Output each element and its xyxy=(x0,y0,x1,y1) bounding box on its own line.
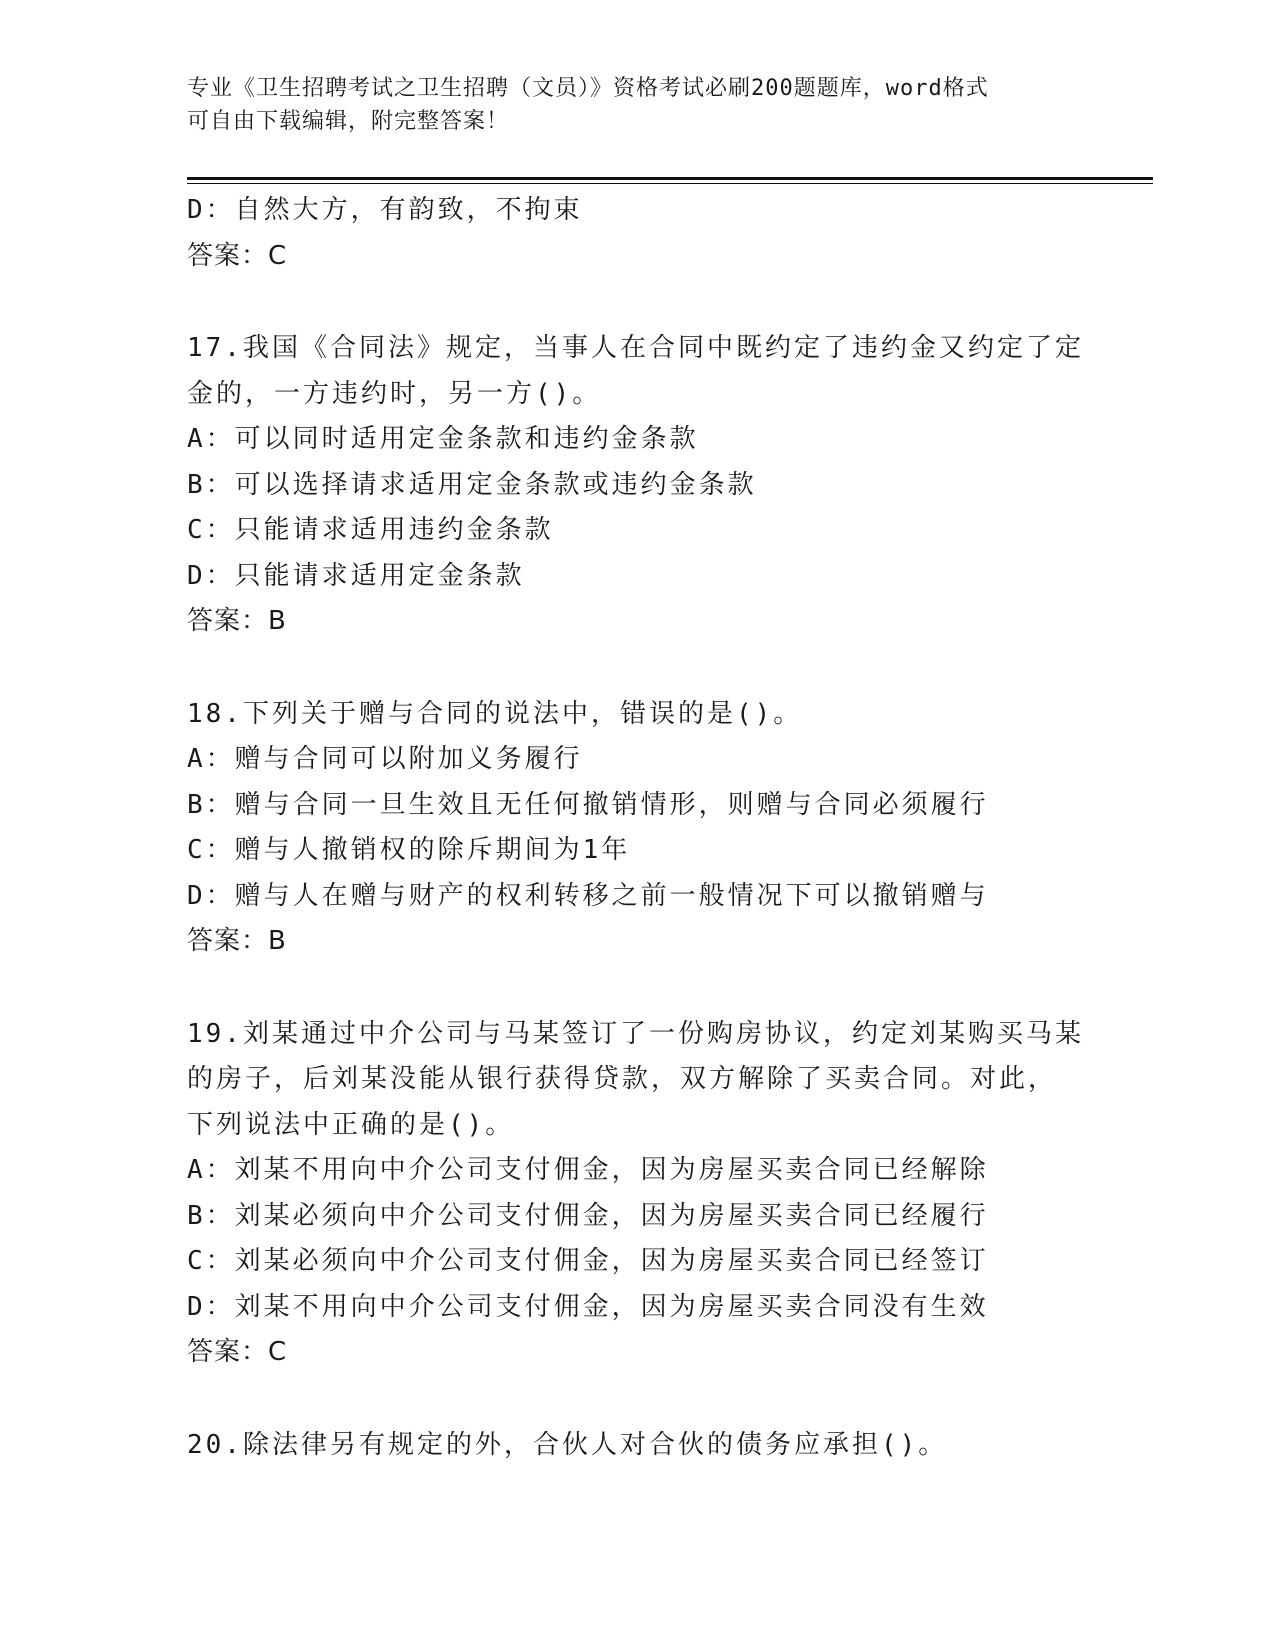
question-stem: 17.我国《合同法》规定，当事人在合同中既约定了违约金又约定了定 xyxy=(187,333,1084,363)
header-rule-thin xyxy=(187,183,1153,184)
question-stem: 下列说法中正确的是()。 xyxy=(187,1109,515,1140)
answer-line: 答案：B xyxy=(187,606,287,636)
question-stem: 19.刘某通过中介公司与马某签订了一份购房协议，约定刘某购买马某 xyxy=(187,1018,1084,1049)
question-18 xyxy=(187,692,1087,965)
question-stem: 的房子，后刘某没能从银行获得贷款，双方解除了买卖合同。对此， xyxy=(187,1064,1058,1094)
spacer xyxy=(187,965,1087,1012)
option-b: B：赠与合同一旦生效且无任何撤销情形，则赠与合同必须履行 xyxy=(187,789,989,820)
option-c: C：刘某必须向中介公司支付佣金，因为房屋买卖合同已经签订 xyxy=(187,1246,989,1276)
option-d: D：只能请求适用定金条款 xyxy=(187,560,525,591)
option-a: A：刘某不用向中介公司支付佣金，因为房屋买卖合同已经解除 xyxy=(187,1155,989,1185)
answer-line: 答案：B xyxy=(187,926,287,956)
header-line-2: 可自由下载编辑，附完整答案！ xyxy=(187,109,510,134)
option-a: A：赠与合同可以附加义务履行 xyxy=(187,744,583,774)
question-19 xyxy=(187,1012,1087,1376)
option-c: C：只能请求适用违约金条款 xyxy=(187,515,554,545)
option-b: B：刘某必须向中介公司支付佣金，因为房屋买卖合同已经履行 xyxy=(187,1200,989,1231)
option-d: D：赠与人在赠与财产的权利转移之前一般情况下可以撤销赠与 xyxy=(187,880,989,911)
option-d: D：自然大方，有韵致，不拘束 xyxy=(187,195,583,225)
question-stem: 20.除法律另有规定的外，合伙人对合伙的债务应承担()。 xyxy=(187,1429,948,1460)
question-20 xyxy=(187,1423,1087,1469)
answer-line: 答案：C xyxy=(187,240,288,271)
document-header xyxy=(187,72,1067,138)
option-c: C：赠与人撤销权的除斥期间为1年 xyxy=(187,835,631,865)
question-stem: 金的，一方违约时，另一方()。 xyxy=(187,378,602,409)
header-rule-thick xyxy=(187,177,1153,180)
option-b: B：可以选择请求适用定金条款或违约金条款 xyxy=(187,469,757,500)
option-a: A：可以同时适用定金条款和违约金条款 xyxy=(187,424,699,454)
answer-line: 答案：C xyxy=(187,1337,288,1367)
spacer xyxy=(187,1376,1087,1423)
spacer xyxy=(187,645,1087,692)
question-16-tail xyxy=(187,188,1087,279)
question-17 xyxy=(187,326,1087,645)
question-list xyxy=(187,188,1087,1468)
question-stem: 18.下列关于赠与合同的说法中，错误的是()。 xyxy=(187,698,803,729)
option-d: D：刘某不用向中介公司支付佣金，因为房屋买卖合同没有生效 xyxy=(187,1291,989,1322)
header-line-1: 专业《卫生招聘考试之卫生招聘（文员）》资格考试必刷200题题库，word格式 xyxy=(187,76,989,101)
spacer xyxy=(187,279,1087,326)
